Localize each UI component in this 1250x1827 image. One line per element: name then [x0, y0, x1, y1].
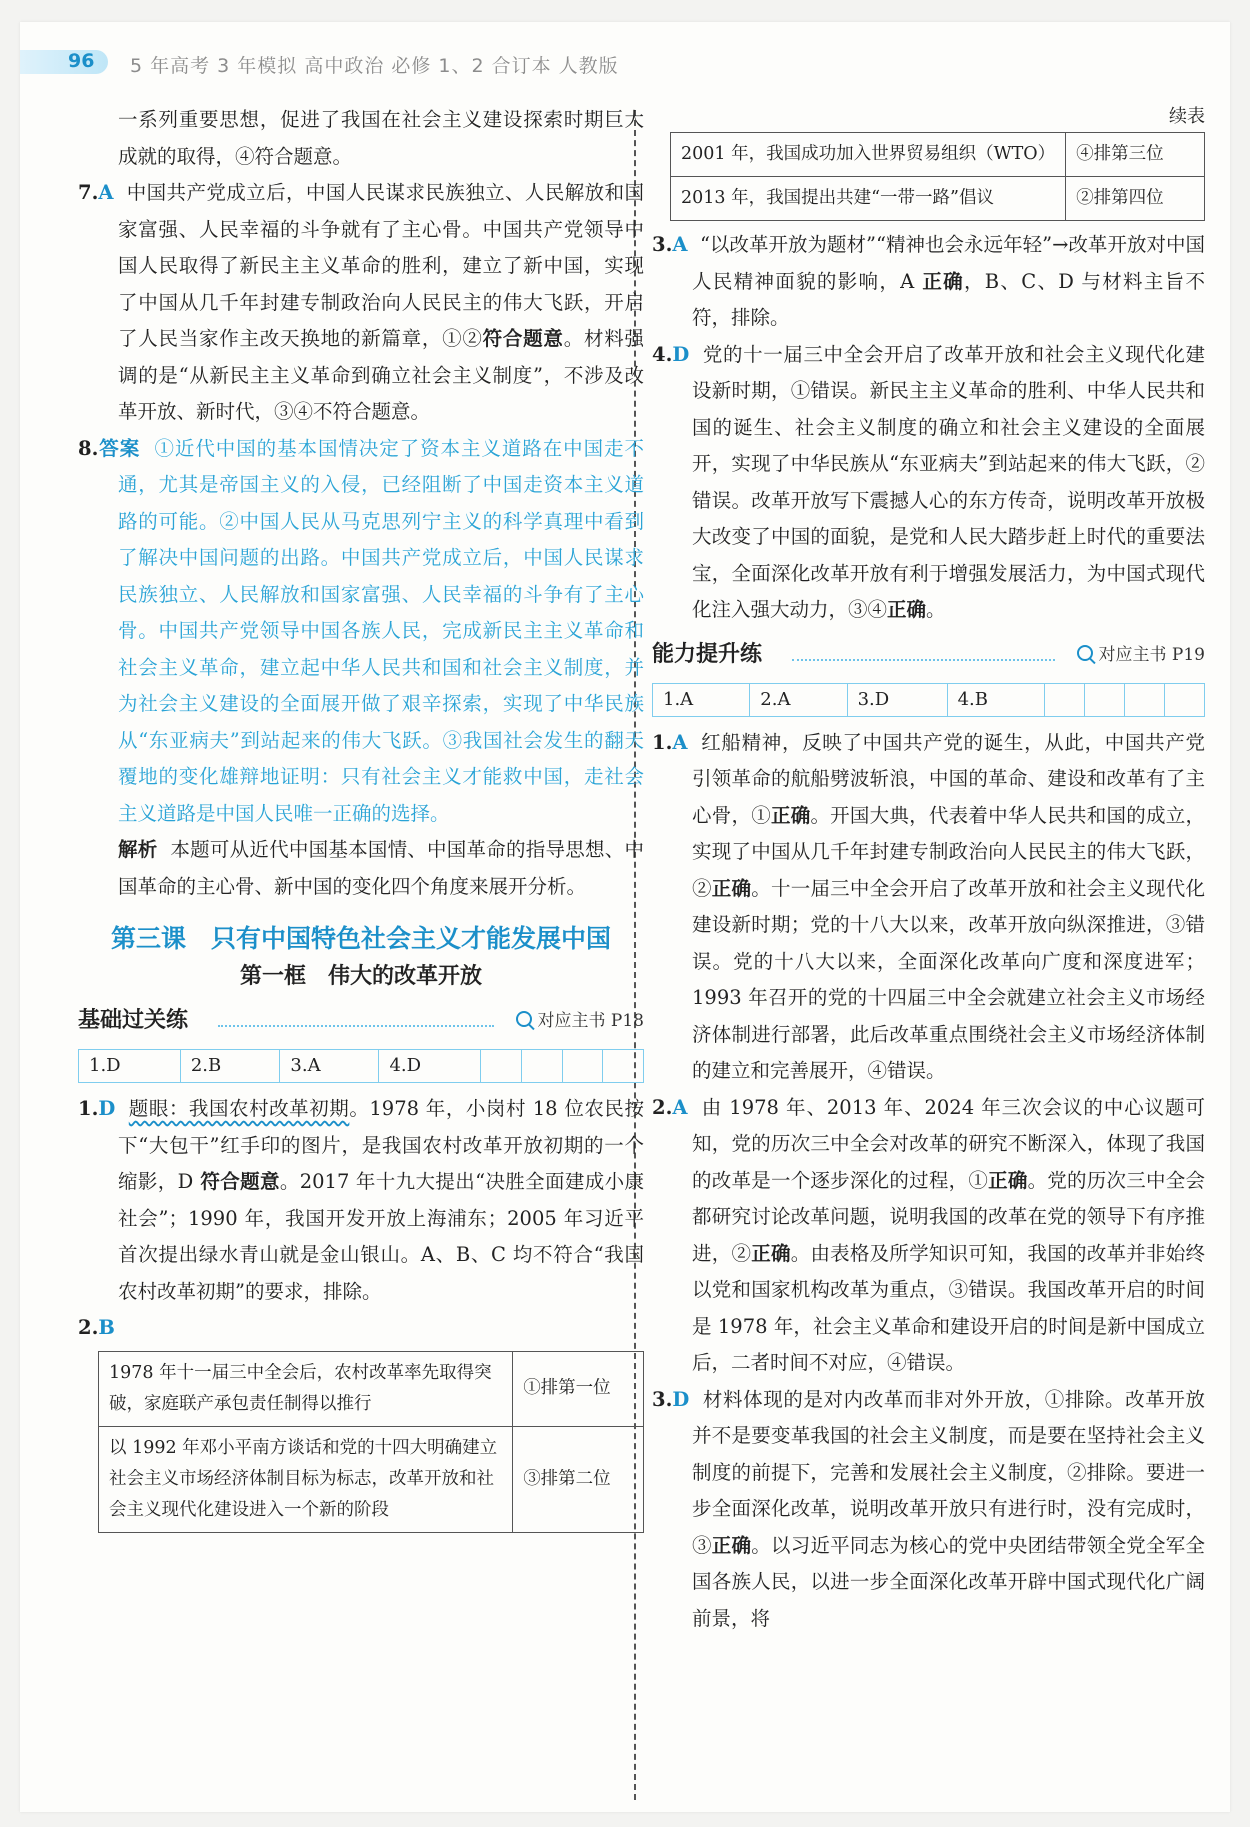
answer-cell-empty [1045, 683, 1085, 716]
continued-label: 续表 [1169, 106, 1205, 127]
table-cell-event: 2001 年，我国成功加入世界贸易组织（WTO） [671, 133, 1066, 177]
r3-highlight: 正确 [711, 1533, 752, 1557]
question-3-basic [652, 227, 1205, 337]
page-number-badge [20, 50, 108, 74]
q3-number: 3. [652, 233, 673, 256]
table-cell-rank: ②排第四位 [1066, 177, 1205, 221]
r1-text-2: 。开国大典，代表着中华人民共和国的成立，实现了中国从几千年封建专制政治向人民民主的伟大飞跃，② [692, 803, 1205, 900]
answer-grid-2 [652, 683, 1205, 717]
r1-highlight-2: 正确 [711, 876, 752, 900]
section-basic-practice [78, 1003, 644, 1045]
section-basic-ref [516, 1003, 644, 1040]
section-basic-title: 基础过关练 [78, 1008, 189, 1033]
q3-text-2: ，B、C、D 与材料主旨不符，排除。 [692, 269, 1205, 329]
question-1-advanced [652, 725, 1205, 1090]
q8-answer-label: 答案 [98, 436, 141, 460]
answer-cell: 1.D [79, 1050, 181, 1083]
table-row [99, 1351, 644, 1426]
q4-number: 4. [652, 342, 673, 366]
answer-cell-empty [522, 1050, 563, 1083]
ranking-table-right [670, 132, 1205, 221]
page [20, 22, 1230, 1812]
table-cell-rank: ①排第一位 [513, 1351, 644, 1426]
answer-cell-empty [481, 1050, 522, 1083]
q1-key-point: 题眼：我国农村改革初期 [128, 1097, 350, 1120]
q4-text-2: 。 [926, 598, 946, 621]
q1-text-2: 。2017 年十九大提出“决胜全面建成小康社会”；1990 年，我国开发开放上海浦东；2005 年习近平首次提出绿水青山就是金山银山。A、B、C 均不符合“我国农村改革初期”的要求，排除。 [118, 1170, 644, 1303]
right-column [652, 102, 1205, 1637]
q3-answer: A [672, 233, 688, 256]
q8-analysis-label: 解析 [118, 838, 158, 861]
table-row [671, 177, 1205, 221]
ranking-table-left [98, 1351, 644, 1533]
q7-highlight: 符合题意 [482, 327, 564, 350]
section-advanced-title: 能力提升练 [652, 641, 763, 667]
intro-text: 一系列重要思想，促进了我国在社会主义建设探索时期巨大成就的取得，④符合题意。 [118, 108, 644, 168]
r3-text: 材料体现的是对内改革而非对外开放，①排除。改革开放并不是要变革我国的社会主义制度，而是要在坚持社会主义制度的前提下，完善和发展社会主义制度，②排除。要进一步全面深化改革，说明改革开放只有进行时，没有完成时，③ [692, 1387, 1205, 1557]
answer-cell-empty [1125, 683, 1165, 716]
table-cell-rank: ③排第二位 [513, 1426, 644, 1532]
answer-cell-empty [562, 1050, 603, 1083]
q8-analysis [78, 832, 644, 905]
answer-cell: 2.A [750, 683, 847, 716]
ranking-table-wrapper [78, 1351, 644, 1533]
q3-text: “以改革开放为题材”“精神也会永远年轻”→改革开放对中国人民精神面貌的影响，A [692, 233, 1205, 293]
q4-text: 党的十一届三中全会开启了改革开放和社会主义现代化建设新时期，①错误。新民主主义革命的胜利、中华人民共和国的诞生、社会主义制度的确立和社会主义建设的全面展开，实现了中华民族从“东亚病夫”到站起来的伟大飞跃，②错误。改革开放写下震撼人心的东方传奇，说明改革开放极大改变了中国的面貌，是党和人民大踏步赶上时代的重要法宝，全面深化改革开放有利于增强发展活力，为中国式现代化注入强大动力，③④ [692, 342, 1205, 621]
ref-text: 对应主书 P19 [1098, 644, 1205, 665]
search-icon [516, 1011, 532, 1027]
r2-text-2: 。党的历次三中全会都研究讨论改革问题，说明我国的改革在党的领导下有序推进，② [692, 1168, 1205, 1265]
question-8 [78, 431, 644, 833]
lesson-subtitle: 第一框 伟大的改革开放 [239, 964, 482, 989]
ranking-table-right-wrapper [652, 132, 1205, 221]
answer-cell-empty [1085, 683, 1125, 716]
table-cell-rank: ④排第三位 [1066, 133, 1205, 177]
table-cell-event: 以 1992 年邓小平南方谈话和党的十四大明确建立社会主义市场经济体制目标为标志，改革开放和社会主义现代化建设进入一个新的阶段 [99, 1426, 513, 1532]
r1-text: 红船精神，反映了中国共产党的诞生，从此，中国共产党引领革命的航船劈波斩浪，中国的革命、建设和改革有了主心骨，① [692, 730, 1205, 827]
dotted-rule [218, 1025, 494, 1027]
r2-number: 2. [652, 1095, 673, 1119]
table-row [99, 1426, 644, 1532]
question-7 [78, 175, 644, 431]
answer-cell-empty [1165, 683, 1205, 716]
q8-number: 8. [78, 436, 99, 460]
answer-cell: 2.B [180, 1050, 280, 1083]
answer-cell: 1.A [653, 683, 750, 716]
answer-cell: 3.A [280, 1050, 379, 1083]
answer-cell: 4.B [947, 683, 1045, 716]
answer-cell: 3.D [847, 683, 947, 716]
table-cell-event: 2013 年，我国提出共建“一带一路”倡议 [671, 177, 1066, 221]
answer-cell-empty [603, 1050, 644, 1083]
q1-highlight: 符合题意 [193, 1170, 280, 1193]
r2-answer: A [672, 1095, 688, 1119]
r1-number: 1. [652, 730, 673, 754]
dotted-rule [792, 659, 1055, 661]
lesson-title: 第三课 只有中国特色社会主义才能发展中国 [110, 924, 611, 953]
r1-answer: A [672, 730, 688, 754]
q1-text: 。1978 年，小岗村 18 位农民按下“大包干”红手印的图片，是我国农村改革开放初期的一个缩影，D [118, 1097, 644, 1193]
q4-highlight: 正确 [887, 598, 927, 621]
r2-highlight-2: 正确 [751, 1241, 791, 1265]
q7-number: 7. [78, 181, 99, 204]
q7-text-2: 。材料强调的是“从新民主主义革命到确立社会主义制度”，不涉及改革开放、新时代，③④不符合题意。 [118, 327, 644, 423]
r1-text-3: 。十一届三中全会开启了改革开放和社会主义现代化建设新时期；党的十八大以来，改革开放向纵深推进，③错误。党的十八大以来，全面深化改革向广度和深度进军；1993 年召开的党的十四届三中全会就建立社会主义市场经济体制进行部署，此后改革重点围绕社会主义市场经济体制的建立和完善展开，④错误。 [692, 876, 1205, 1082]
question-3-advanced [652, 1382, 1205, 1638]
q7-text: 中国共产党成立后，中国人民谋求民族独立、人民解放和国家富强、人民幸福的斗争就有了主心骨。中国共产党领导中国人民取得了新民主主义革命的胜利，建立了新中国，实现了中国从几千年封建专制政治向人民民主的伟大飞跃，开启了人民当家作主改天换地的新篇章，①② [118, 181, 644, 350]
answer-cell: 4.D [379, 1050, 481, 1083]
book-title: 5 年高考 3 年模拟 高中政治 必修 1、2 合订本 人教版 [130, 55, 619, 77]
r2-text-3: 。由表格及所学知识可知，我国的改革并非始终以党和国家机构改革为重点，③错误。我国改革开启的时间是 1978 年，社会主义革命和建设开启的时间是新中国成立后，二者时间不对应，④错误。 [692, 1241, 1205, 1374]
q2-answer: B [98, 1316, 115, 1339]
q1-number: 1. [78, 1097, 99, 1120]
r3-answer: D [672, 1387, 690, 1411]
q1-answer: D [98, 1097, 116, 1120]
ref-text: 对应主书 P18 [537, 1011, 644, 1031]
question-2-basic [78, 1310, 644, 1347]
answer-grid-1 [78, 1049, 644, 1083]
page-header [20, 42, 720, 82]
page-number: 96 [68, 50, 95, 72]
section-advanced-ref [1077, 637, 1205, 674]
r1-highlight-1: 正确 [770, 803, 811, 827]
search-icon [1077, 645, 1093, 661]
q7-answer: A [98, 181, 114, 204]
q3-highlight: 正确 [914, 269, 964, 293]
q4-answer: D [672, 342, 690, 366]
table-row [671, 133, 1205, 177]
table-cell-event: 1978 年十一届三中全会后，农村改革率先取得突破，家庭联产承包责任制得以推行 [99, 1351, 513, 1426]
q8-answer-text: ①近代中国的基本国情决定了资本主义道路在中国走不通，尤其是帝国主义的入侵，已经阻断了中国走资本主义道路的可能。②中国人民从马克思列宁主义的科学真理中看到了解决中国问题的出路。中国共产党成立后，中国人民谋求民族独立、人民解放和国家富强、人民幸福的斗争有了主心骨。中国共产党领导中国各族人民，完成新民主主义革命和社会主义革命，建立起中华人民共和国和社会主义制度，并为社会主义建设的全面展开做了艰辛探索，实现了中华民族从“东亚病夫”到站起来的伟大飞跃。③我国社会发生的翻天覆地的变化雄辩地证明：只有社会主义才能救中国，走社会主义道路是中国人民唯一正确的选择。 [118, 436, 644, 825]
question-2-advanced [652, 1090, 1205, 1382]
question-1-basic [78, 1091, 644, 1310]
r3-number: 3. [652, 1387, 673, 1411]
r2-highlight-1: 正确 [988, 1168, 1028, 1192]
r2-text: 由 1978 年、2013 年、2024 年三次会议的中心议题可知，党的历次三中全会对改革的研究不断深入，体现了我国的改革是一个逐步深化的过程，① [692, 1095, 1205, 1192]
section-advanced-practice [652, 637, 1205, 679]
q8-analysis-text: 本题可从近代中国基本国情、中国革命的指导思想、中国革命的主心骨、新中国的变化四个角度来展开分析。 [118, 838, 644, 898]
r3-text-2: 。以习近平同志为核心的党中央团结带领全党全军全国各族人民，以进一步全面深化改革开辟中国式现代化广阔前景，将 [692, 1533, 1205, 1630]
question-4-basic [652, 337, 1205, 629]
left-column [78, 102, 644, 1533]
q2-number: 2. [78, 1316, 99, 1339]
